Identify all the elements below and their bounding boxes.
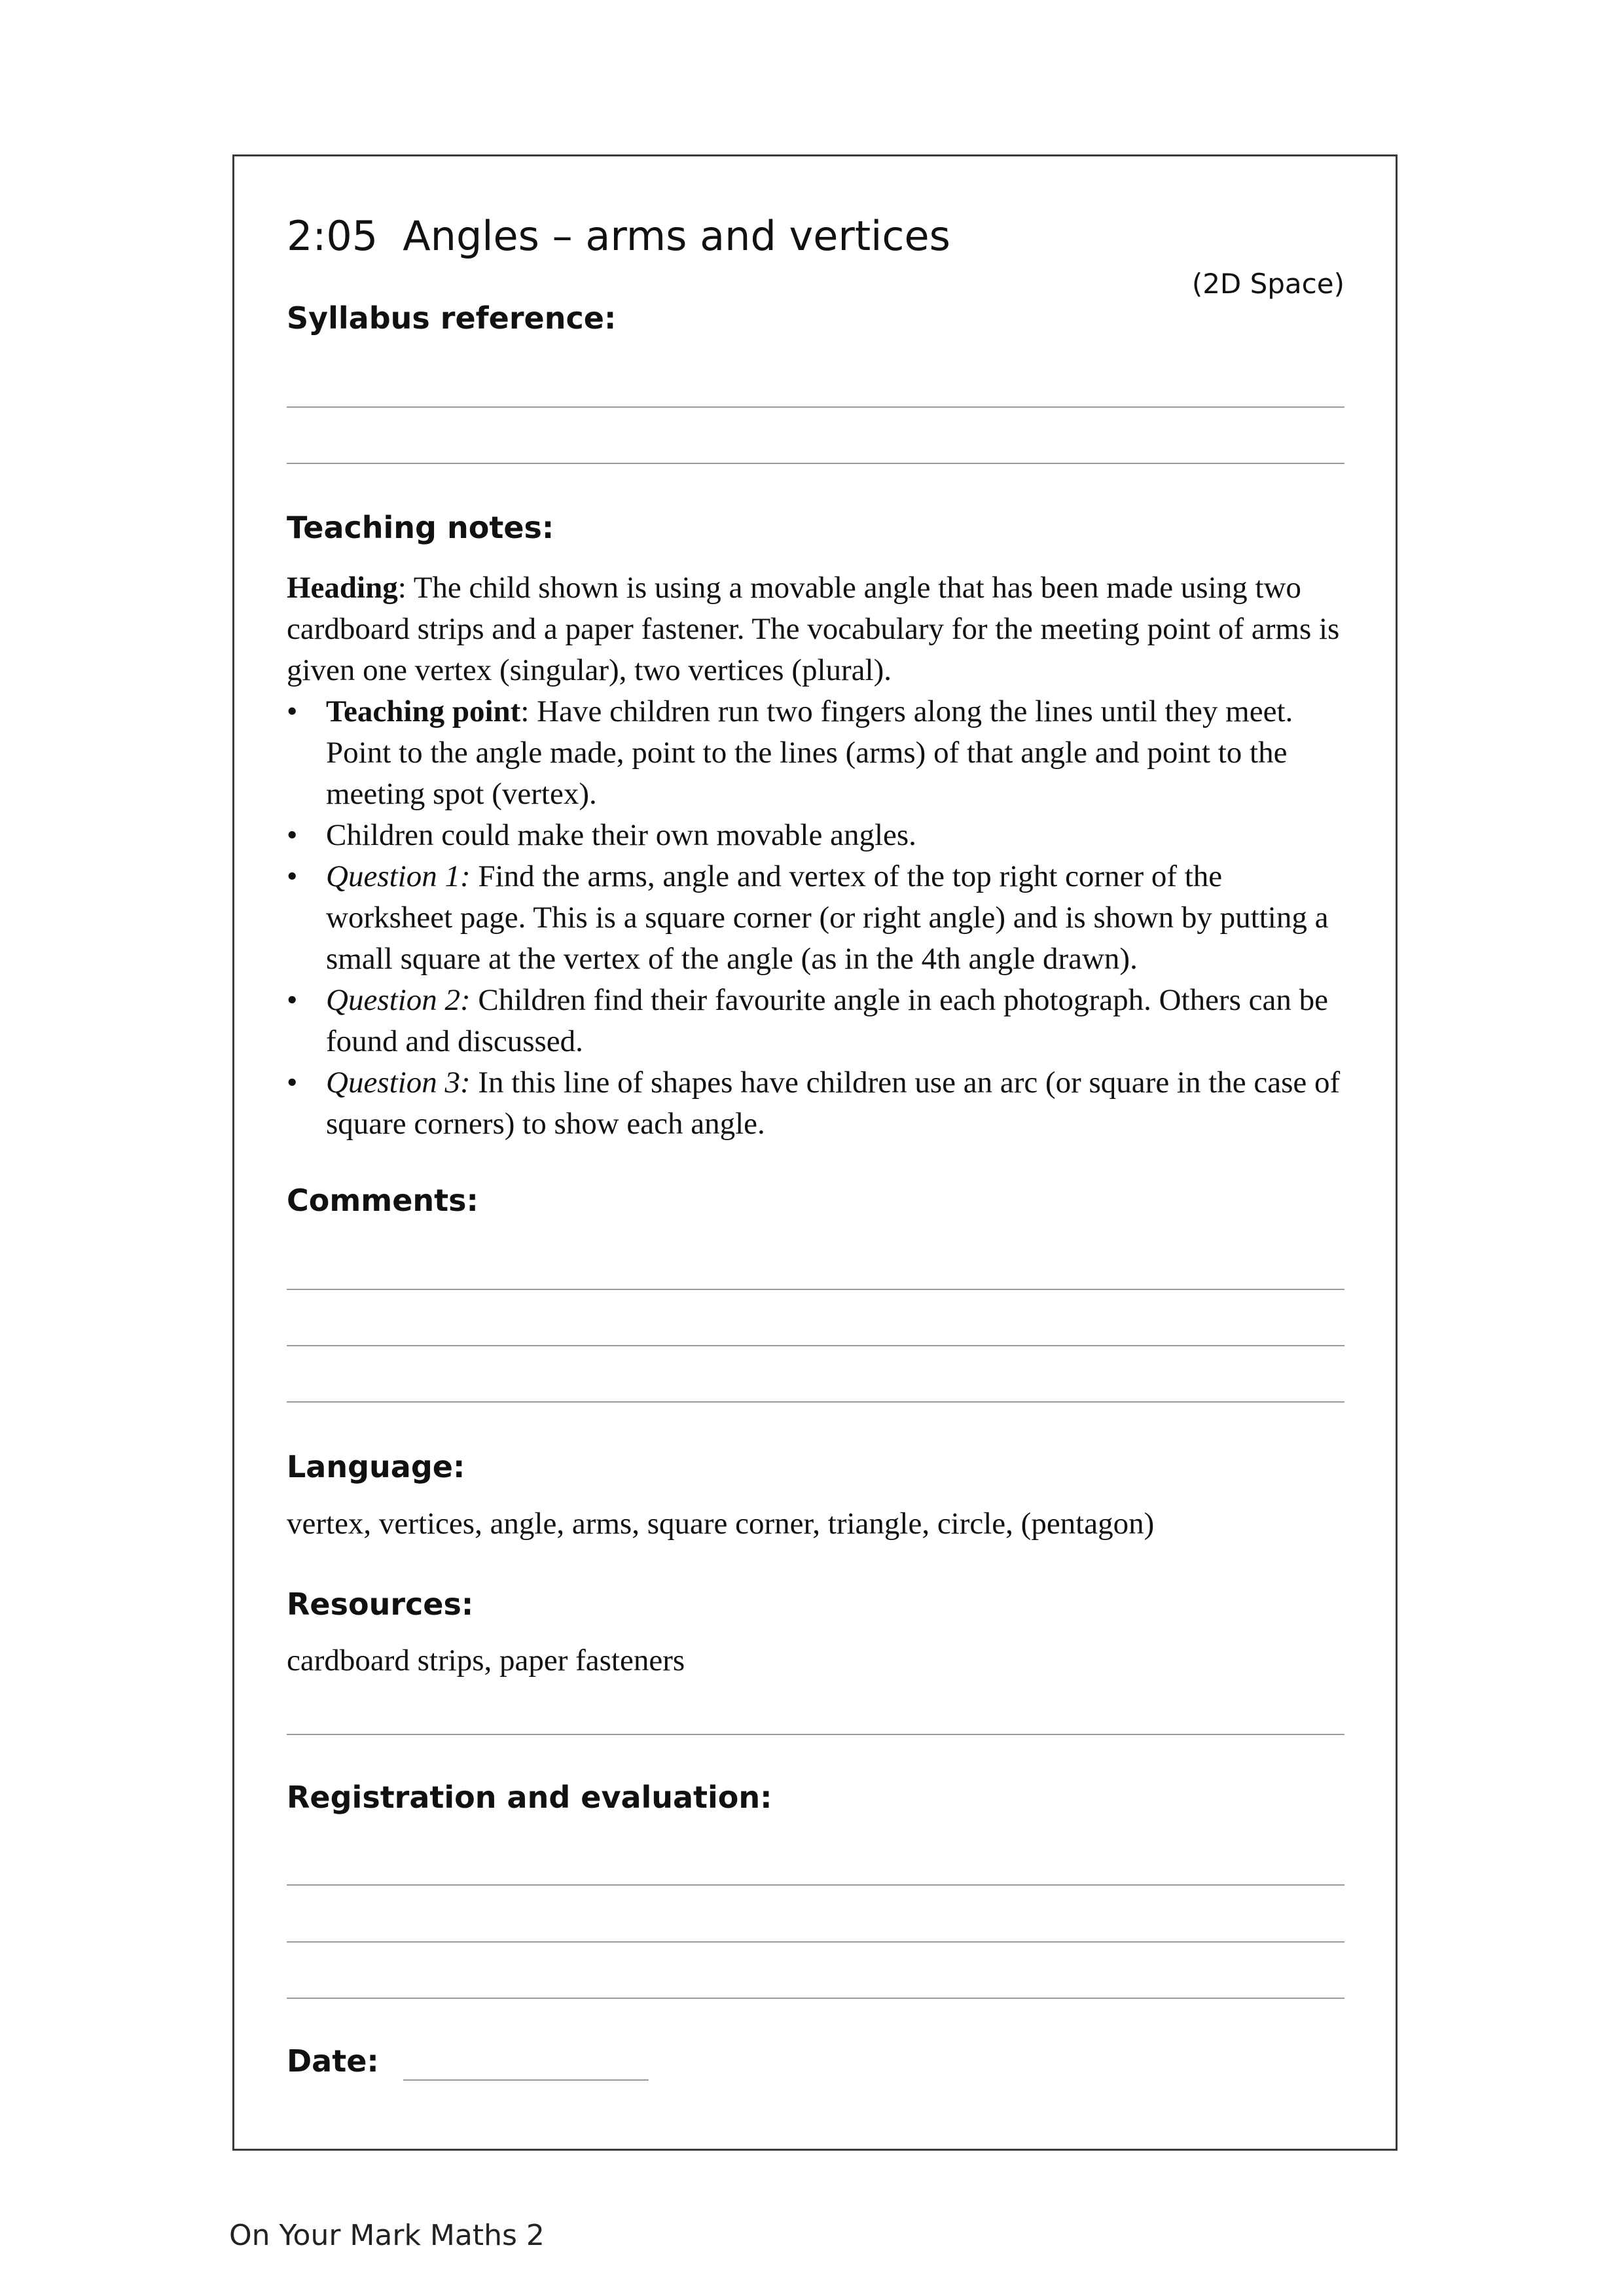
- list-item-lead: Question 2:: [326, 983, 471, 1017]
- date-label: Date:: [287, 2043, 379, 2079]
- notes-intro-lead: Heading: [287, 571, 398, 605]
- notes-intro-text: : The child shown is using a movable angle that has been made using two cardboard strips and a paper fastener. The vocabulary for the meeting point of arms is given one vertex (singular), two vertices (plural).: [287, 571, 1340, 687]
- bullet-icon: •: [287, 818, 298, 852]
- notes-intro: [287, 567, 1344, 691]
- bullet-icon: •: [287, 859, 298, 893]
- registration-line-3: [287, 1998, 1344, 1999]
- registration-line-2: [287, 1941, 1344, 1943]
- list-item: [287, 1062, 1344, 1145]
- teacher-notes-card: [232, 154, 1398, 2151]
- bullet-icon: •: [287, 983, 298, 1017]
- list-item-text: Children find their favourite angle in each photograph. Others can be found and discussed.: [326, 983, 1328, 1058]
- lesson-number: 2:05: [287, 212, 378, 260]
- resources-text: cardboard strips, paper fasteners: [287, 1643, 685, 1677]
- list-item-text: Find the arms, angle and vertex of the top right corner of the worksheet page. This is a square corner (or right angle) and is shown by putting a small square at the vertex of the angle (as in the 4th angle drawn).: [326, 859, 1329, 976]
- notes-list: [287, 691, 1344, 1145]
- list-item-text: : Have children run two fingers along the lines until they meet. Point to the angle made, point to the lines (arms) of that angle and point to the meeting spot (vertex).: [326, 694, 1293, 811]
- lesson-title: Angles – arms and vertices: [403, 212, 950, 260]
- list-item: [287, 980, 1344, 1062]
- list-item: [287, 691, 1344, 815]
- list-item-text: Children could make their own movable angles.: [326, 818, 916, 852]
- comments-line-2: [287, 1345, 1344, 1346]
- page-footer: On Your Mark Maths 2: [229, 2219, 545, 2252]
- teaching-notes-body: [287, 567, 1344, 1145]
- syllabus-heading: Syllabus reference:: [287, 300, 617, 336]
- resources-heading: Resources:: [287, 1587, 474, 1622]
- comments-line-1: [287, 1289, 1344, 1290]
- date-line: [403, 2079, 649, 2081]
- teaching-notes-heading: Teaching notes:: [287, 510, 554, 545]
- bullet-icon: •: [287, 1066, 298, 1100]
- comments-heading: Comments:: [287, 1183, 478, 1218]
- list-item: [287, 815, 1344, 856]
- page-title: [287, 212, 950, 260]
- syllabus-line-1: [287, 406, 1344, 408]
- list-item-lead: Question 3:: [326, 1066, 471, 1100]
- bullet-icon: •: [287, 694, 298, 728]
- list-item-text: In this line of shapes have children use an arc (or square in the case of square corners) to show each angle.: [326, 1066, 1341, 1141]
- language-heading: Language:: [287, 1449, 465, 1484]
- list-item: [287, 856, 1344, 980]
- list-item-lead: Question 1:: [326, 859, 471, 893]
- strand-label: (2D Space): [1191, 268, 1344, 300]
- syllabus-line-2: [287, 463, 1344, 464]
- list-item-lead: Teaching point: [326, 694, 521, 728]
- language-text: vertex, vertices, angle, arms, square corner, triangle, circle, (pentagon): [287, 1507, 1155, 1541]
- comments-line-3: [287, 1401, 1344, 1403]
- resources-line: [287, 1734, 1344, 1735]
- registration-line-1: [287, 1884, 1344, 1886]
- registration-heading: Registration and evaluation:: [287, 1780, 772, 1815]
